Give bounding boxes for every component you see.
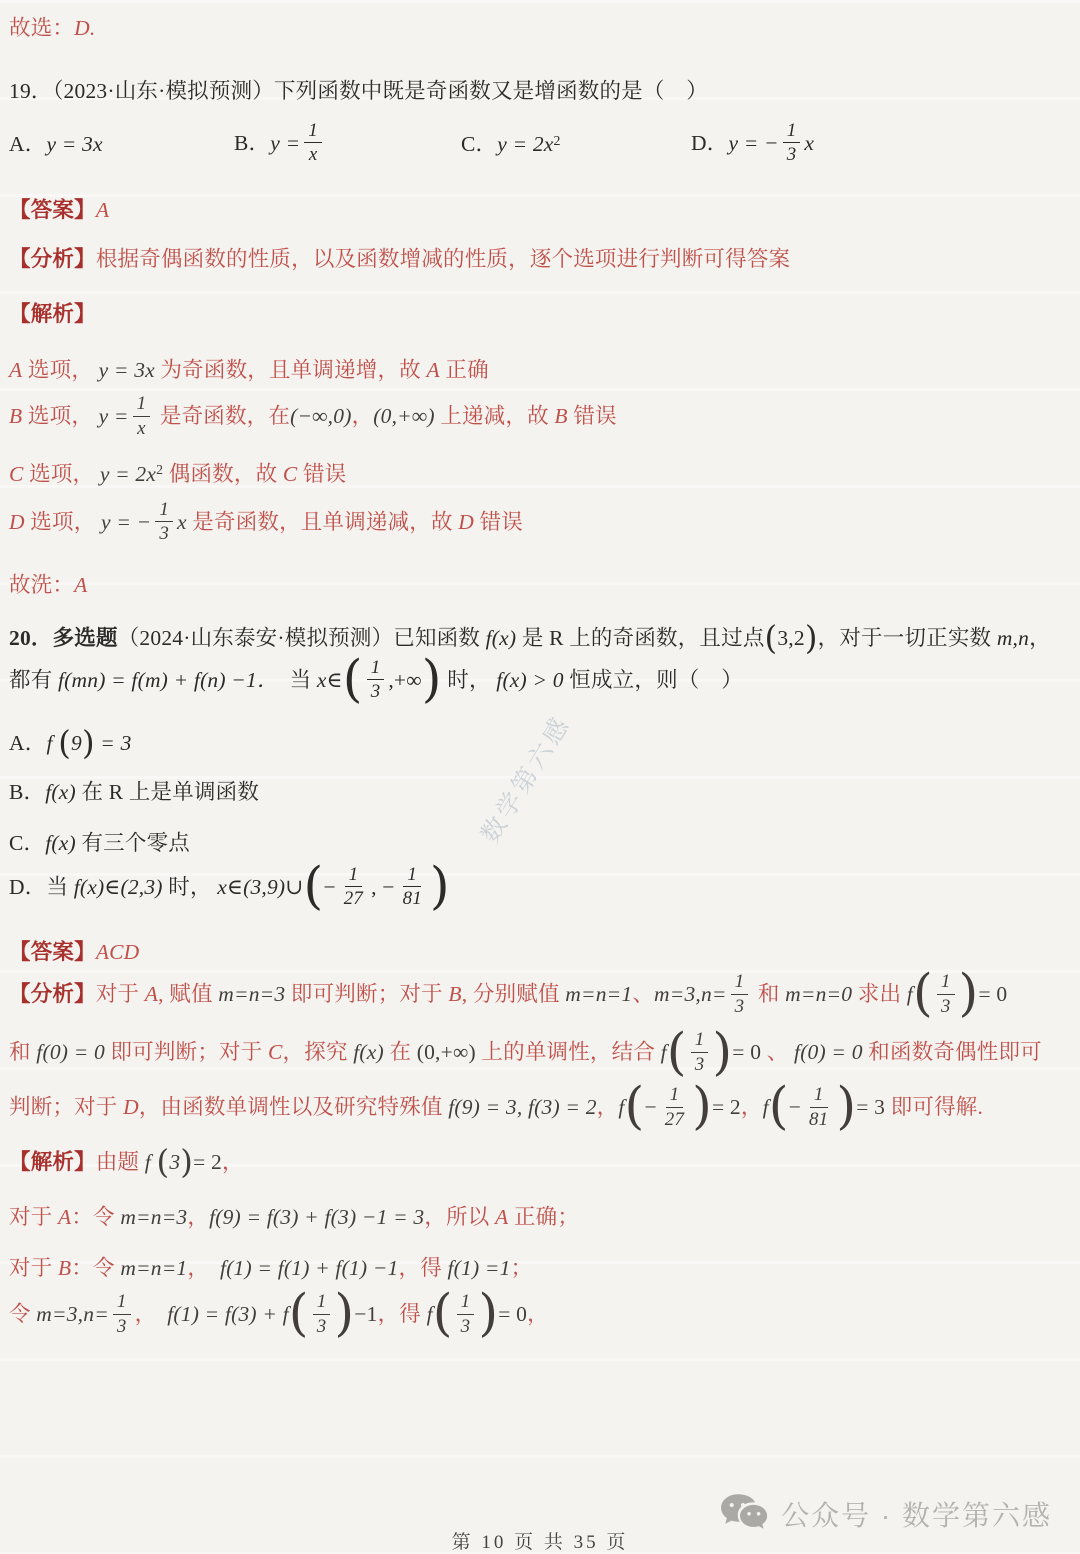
text-run: m=n=3 <box>218 982 286 1007</box>
q19-expA <box>9 356 1072 385</box>
text-run: 9 <box>70 731 82 756</box>
fraction-numerator: 1 <box>403 864 421 888</box>
text-run: 3 <box>169 1150 181 1175</box>
text-run: 【解析】 <box>9 1150 96 1175</box>
text-run: x <box>804 130 815 155</box>
text-run: 偶函数，故 <box>163 461 283 486</box>
text-run: 时， <box>162 874 218 899</box>
text-run: 上的单调性，结合 <box>475 1040 661 1065</box>
diagonal-watermark: 数学第六感 <box>476 710 577 848</box>
text-run: f(9) = 3, f(3) = 2 <box>448 1095 597 1120</box>
text-run: 令 <box>9 1301 37 1326</box>
fraction-numerator: 1 <box>313 1291 331 1315</box>
text-run: 选项， <box>24 509 101 534</box>
text-run: − <box>644 1095 657 1120</box>
text-run: ，对于一切正实数 <box>817 625 997 650</box>
q20-expA <box>9 1203 1072 1232</box>
text-run: B． <box>9 779 46 804</box>
text-run: A <box>426 358 440 383</box>
fraction <box>783 120 801 167</box>
text-run: = 3 <box>856 1095 886 1120</box>
text-run: ， <box>596 1095 619 1120</box>
text-run: f(x) <box>485 625 517 650</box>
text-run: 【解析】 <box>9 301 96 326</box>
text-run: = 2 <box>712 1095 741 1120</box>
text-run: 3,2 <box>777 625 805 650</box>
text-run: 是奇函数，在 <box>154 404 291 429</box>
text-run: 当 <box>46 874 74 899</box>
text-run: 【分析】 <box>9 246 96 271</box>
text-run: 都有 <box>9 667 58 692</box>
text-run: A． <box>9 132 47 157</box>
text-run: m=n=3 <box>120 1205 188 1230</box>
fraction-denominator: 3 <box>370 681 381 703</box>
fraction-numerator: 1 <box>367 657 385 681</box>
text-run: y = − <box>728 130 779 155</box>
text-run: D <box>123 1095 139 1120</box>
text-run: 和 <box>752 982 786 1007</box>
text-run: f(x) <box>45 779 76 804</box>
text-run: 【答案】 <box>9 940 96 965</box>
text-run: f <box>906 982 913 1007</box>
text-run: 正确； <box>508 1205 580 1230</box>
fraction-numerator: 1 <box>304 120 322 144</box>
q19-stem <box>9 77 1072 106</box>
q20-expB <box>9 1254 1072 1283</box>
text-run: ，得 <box>377 1301 427 1326</box>
text-run: C． <box>461 132 498 157</box>
text-run: 错误 <box>474 509 523 534</box>
text-run: 对于 <box>95 982 145 1007</box>
fraction <box>133 393 151 440</box>
text-run: ACD <box>95 940 140 965</box>
text-run: f(0) = 0 <box>36 1040 105 1065</box>
text-run: 故洗： <box>9 573 75 598</box>
text-run: ：令 <box>71 1255 121 1280</box>
text-run: y = 3x <box>46 132 103 157</box>
text-run: (0,+∞) <box>373 404 435 429</box>
text-run: 错误 <box>297 461 347 486</box>
text-run: 19．（2023·山东·模拟预测）下列函数中既是奇函数又是增函数的是（ ） <box>9 78 708 103</box>
text-run: D． <box>9 874 47 899</box>
text-run: y = <box>98 404 129 429</box>
text-run: ， <box>134 1301 168 1326</box>
text-run: ：令 <box>71 1205 121 1230</box>
text-run: y = 2x <box>497 132 554 157</box>
text-run: 和 <box>9 1040 37 1065</box>
fraction-denominator: 3 <box>460 1315 471 1337</box>
text-run: m=3,n= <box>654 982 727 1007</box>
text-run: f <box>618 1095 625 1120</box>
text-run: 求出 <box>852 982 907 1007</box>
q20-jiexi: 【解析】由题 f (3)= 2， <box>9 1143 244 1182</box>
text-run: f <box>144 1150 157 1175</box>
text-run: y = 2x <box>99 461 157 486</box>
text-run: ， <box>740 1095 763 1120</box>
fraction <box>155 499 173 546</box>
fraction-denominator: 27 <box>343 888 364 910</box>
text-run: 由题 <box>95 1150 145 1175</box>
q19-answer <box>9 196 1072 225</box>
q20-analysis-1: 【分析】对于 A, 赋值 m=n=3 即可判断；对于 B, 分别赋值 m=n=1、m=3,n= $\frac{1}{3}$ 和 m=n=0 求出 f( $\frac{1}{3}$ )= 0 <box>9 963 1008 1023</box>
text-run: 即可判断；对于 <box>285 982 449 1007</box>
fraction-denominator: 3 <box>786 144 797 166</box>
q20-ling: 令 m=3,n= $\frac{1}{3}$ ， f(1) = f(3) + f( $\frac{1}{3}$ )−1，得 f( $\frac{1}{3}$ )= 0， <box>9 1283 549 1342</box>
text-run: 是奇函数，且单调递减，故 <box>186 509 459 534</box>
text-run: x∈(3,9)∪ <box>217 874 304 899</box>
q20-optA: A．f (9) = 3 <box>9 724 132 763</box>
fraction <box>937 971 955 1018</box>
text-run: 在 R 上是单调函数 <box>75 779 260 804</box>
text-run: y = 3x <box>98 358 155 383</box>
q19-options-A <box>9 130 234 159</box>
fraction <box>661 1084 688 1131</box>
fraction-numerator: 1 <box>345 864 363 888</box>
q19-conclusion <box>9 571 1072 600</box>
text-run: ，由函数单调性以及研究特殊值 <box>138 1095 449 1120</box>
text-run: D <box>9 509 25 534</box>
text-run: m=3,n= <box>36 1301 109 1326</box>
text-run: 当 <box>267 667 317 692</box>
q20-optB <box>9 778 1072 807</box>
fraction-denominator: 27 <box>664 1108 685 1130</box>
q20-stem-2: 都有 f(mn) = f(m) + f(n) −1． 当 x∈( $\frac{1}{3}$ ,+∞) 时， f(x) > 0 恒成立，则（ ） <box>9 648 743 708</box>
fraction-numerator: 1 <box>810 1084 828 1108</box>
fraction-numerator: 1 <box>457 1291 475 1315</box>
text-run: 选项， <box>22 404 99 429</box>
fraction-denominator: 81 <box>809 1108 829 1130</box>
text-run: ， <box>351 404 374 429</box>
text-run: C <box>282 461 298 486</box>
text-run: A <box>57 1205 72 1230</box>
fraction-numerator: 1 <box>113 1291 131 1315</box>
fraction <box>113 1291 131 1338</box>
q20-analysis-3: 判断；对于 D，由函数单调性以及研究特殊值 f(9) = 3, f(3) = 2，f(− $\frac{1}{27}$ )= 2，f(− $\frac{1}{81}$ )= 3 即可得解. <box>9 1076 984 1136</box>
text-run: 是 R 上的奇函数，且过点 <box>516 625 765 650</box>
text-run: 为奇函数，且单调递增，故 <box>154 358 427 383</box>
text-run: 即可判断；对于 <box>104 1040 268 1065</box>
text-run: f(x) > 0 <box>496 667 564 692</box>
text-run: = 3 <box>94 731 132 756</box>
fraction-denominator: 3 <box>734 995 745 1017</box>
text-run: B <box>57 1255 72 1280</box>
text-run: 根据奇偶函数的性质，以及函数增减的性质，逐个选项进行判断可得答案 <box>95 246 791 271</box>
fraction-denominator: 3 <box>116 1315 127 1337</box>
text-run: （2024·山东泰安·模拟预测）已知函数 <box>117 625 486 650</box>
text-run: A． <box>9 731 47 756</box>
text-run: f(1) =1 <box>447 1255 511 1280</box>
fraction-numerator: 1 <box>937 971 955 995</box>
text-run: ，得 <box>398 1255 448 1280</box>
text-run: 错误 <box>567 404 617 429</box>
fraction-denominator: 81 <box>402 888 422 910</box>
text-run: −1 <box>354 1301 378 1326</box>
fraction <box>367 657 385 704</box>
text-run: y = − <box>101 509 152 534</box>
text-run: = 2 <box>193 1150 222 1175</box>
fraction-numerator: 1 <box>731 971 749 995</box>
q19-options-D <box>691 119 815 169</box>
text-run: 上递减，故 <box>434 404 555 429</box>
fraction-denominator: 3 <box>940 995 951 1017</box>
text-run: x <box>176 509 187 534</box>
text-run: − <box>788 1095 802 1120</box>
q19-expC <box>9 460 1072 489</box>
text-run: 有三个零点 <box>75 830 190 855</box>
text-run: f(1) = f(1) + f(1) −1 <box>220 1255 399 1280</box>
fraction-numerator: 1 <box>783 120 801 144</box>
q19-options-B <box>234 119 461 169</box>
q19-expB <box>9 395 1072 442</box>
text-run: , 赋值 <box>158 982 219 1007</box>
text-run: ， <box>221 1150 244 1175</box>
text-run: = 0 <box>498 1301 528 1326</box>
q19-expD <box>9 498 1072 548</box>
text-run: A <box>95 198 110 223</box>
text-run: 对于 <box>9 1255 58 1280</box>
text-run: (−∞,0) <box>290 404 352 429</box>
text-run: f <box>762 1095 769 1120</box>
text-run: B <box>9 404 23 429</box>
text-run: , − <box>371 874 395 899</box>
text-run: 、 <box>761 1040 795 1065</box>
q19-options <box>9 119 1072 169</box>
text-run: 正确 <box>439 358 489 383</box>
page-number: 第 10 页 共 35 页 <box>451 1532 629 1553</box>
fraction-numerator: 1 <box>666 1084 684 1108</box>
q20-optC <box>9 829 1072 858</box>
fraction-denominator: 3 <box>159 523 169 545</box>
text-run: 判断；对于 <box>9 1095 124 1120</box>
fraction-numerator: 1 <box>691 1029 709 1053</box>
text-run: f(x)∈(2,3) <box>73 874 163 899</box>
text-run: A <box>9 358 23 383</box>
text-run: f <box>426 1301 433 1326</box>
text-run: f <box>46 731 59 756</box>
fraction <box>399 864 426 911</box>
q19-options-C <box>461 130 691 159</box>
prev-answer <box>9 14 1072 43</box>
superscript: 2 <box>553 132 561 148</box>
fraction <box>340 864 367 911</box>
fraction <box>304 120 322 167</box>
text-run: ， <box>527 1301 549 1326</box>
text-run: 、 <box>632 982 655 1007</box>
text-run: 【分析】 <box>9 982 96 1007</box>
superscript: 2 <box>156 461 164 477</box>
fraction <box>731 971 749 1018</box>
text-run: 多选题 <box>52 625 118 650</box>
text-run: B <box>448 982 462 1007</box>
text-run: f(1) = f(3) + f <box>167 1301 289 1326</box>
fraction-numerator: 1 <box>155 499 173 523</box>
text-run: 和函数奇偶性即可 <box>862 1040 1042 1065</box>
text-run: 时， <box>441 667 497 692</box>
text-run: f(9) = f(3) + f(3) −1 = 3 <box>209 1205 425 1230</box>
text-run: 对于 <box>9 1205 58 1230</box>
text-run: A <box>74 573 88 598</box>
text-run: − <box>323 874 336 899</box>
q20-optD: D．当 f(x)∈(2,3) 时， x∈(3,9)∪(− $\frac{1}{27}$ , − $\frac{1}{81}$ ) <box>9 855 450 915</box>
text-run: f(mn) = f(m) + f(n) −1． <box>57 667 268 692</box>
text-run: ,+∞ <box>388 667 422 692</box>
text-run: B． <box>234 130 271 155</box>
text-run: = 0 <box>732 1040 762 1065</box>
text-run: A <box>144 982 159 1007</box>
text-run: ， <box>1029 625 1051 650</box>
fraction <box>805 1084 832 1131</box>
text-run: f(0) = 0 <box>794 1040 863 1065</box>
text-run: 选项， <box>22 358 99 383</box>
fraction <box>691 1029 709 1076</box>
q20-stem-1: 20．多选题（2024·山东泰安·模拟预测）已知函数 f(x) 是 R 上的奇函数，且过点(3,2)，对于一切正实数 m,n， <box>9 618 1051 657</box>
text-run: (0,+∞) <box>416 1040 476 1065</box>
text-run: m=n=1 <box>565 982 633 1007</box>
text-run: 即可得解. <box>885 1095 984 1120</box>
text-run: C <box>9 461 24 486</box>
q19-jiexi <box>9 300 1072 329</box>
text-run: ，所以 <box>424 1205 496 1230</box>
text-run: B <box>554 404 568 429</box>
wechat-banner-text: 公众号 · 数学第六感 <box>781 1500 1052 1531</box>
text-run: m=n=0 <box>785 982 853 1007</box>
text-run: m=n=1 <box>120 1255 188 1280</box>
text-run: 【答案】 <box>9 198 96 223</box>
fraction-numerator: 1 <box>133 393 151 417</box>
fraction-denominator: x <box>137 418 146 440</box>
text-run: f <box>660 1040 667 1065</box>
q19-analysis <box>9 245 1072 274</box>
text-run: 在 <box>383 1040 417 1065</box>
text-run: 选项， <box>23 461 100 486</box>
fraction <box>313 1291 331 1338</box>
text-run: C． <box>9 830 46 855</box>
text-run: x∈ <box>316 667 343 692</box>
text-run: f(x) <box>45 830 76 855</box>
text-run: 恒成立，则（ ） <box>563 667 743 692</box>
text-run: 20． <box>9 625 53 650</box>
text-run: = 0 <box>978 982 1008 1007</box>
text-run: m,n <box>996 625 1030 650</box>
text-run: ，探究 <box>282 1040 354 1065</box>
fraction-denominator: 3 <box>694 1054 705 1076</box>
text-run: C <box>268 1040 283 1065</box>
text-run: D <box>458 509 475 534</box>
text-run: y = <box>270 130 301 155</box>
text-run: D. <box>74 16 96 40</box>
text-run: 故选： <box>9 16 75 40</box>
fraction-denominator: 3 <box>316 1315 327 1337</box>
text-run: ； <box>510 1255 533 1280</box>
text-run: D． <box>691 130 729 155</box>
q20-analysis-2: 和 f(0) = 0 即可判断；对于 C，探究 f(x) 在 (0,+∞) 上的单调性，结合 f( $\frac{1}{3}$ )= 0 、 f(0) = 0 和函数奇偶性即可 <box>9 1021 1042 1081</box>
text-run: f(x) <box>353 1040 384 1065</box>
text-run: A <box>495 1205 509 1230</box>
text-run: ， <box>187 1205 210 1230</box>
fraction-denominator: x <box>308 144 318 166</box>
text-run: , 分别赋值 <box>461 982 566 1007</box>
fraction <box>457 1291 475 1338</box>
text-run: ， <box>187 1255 221 1280</box>
